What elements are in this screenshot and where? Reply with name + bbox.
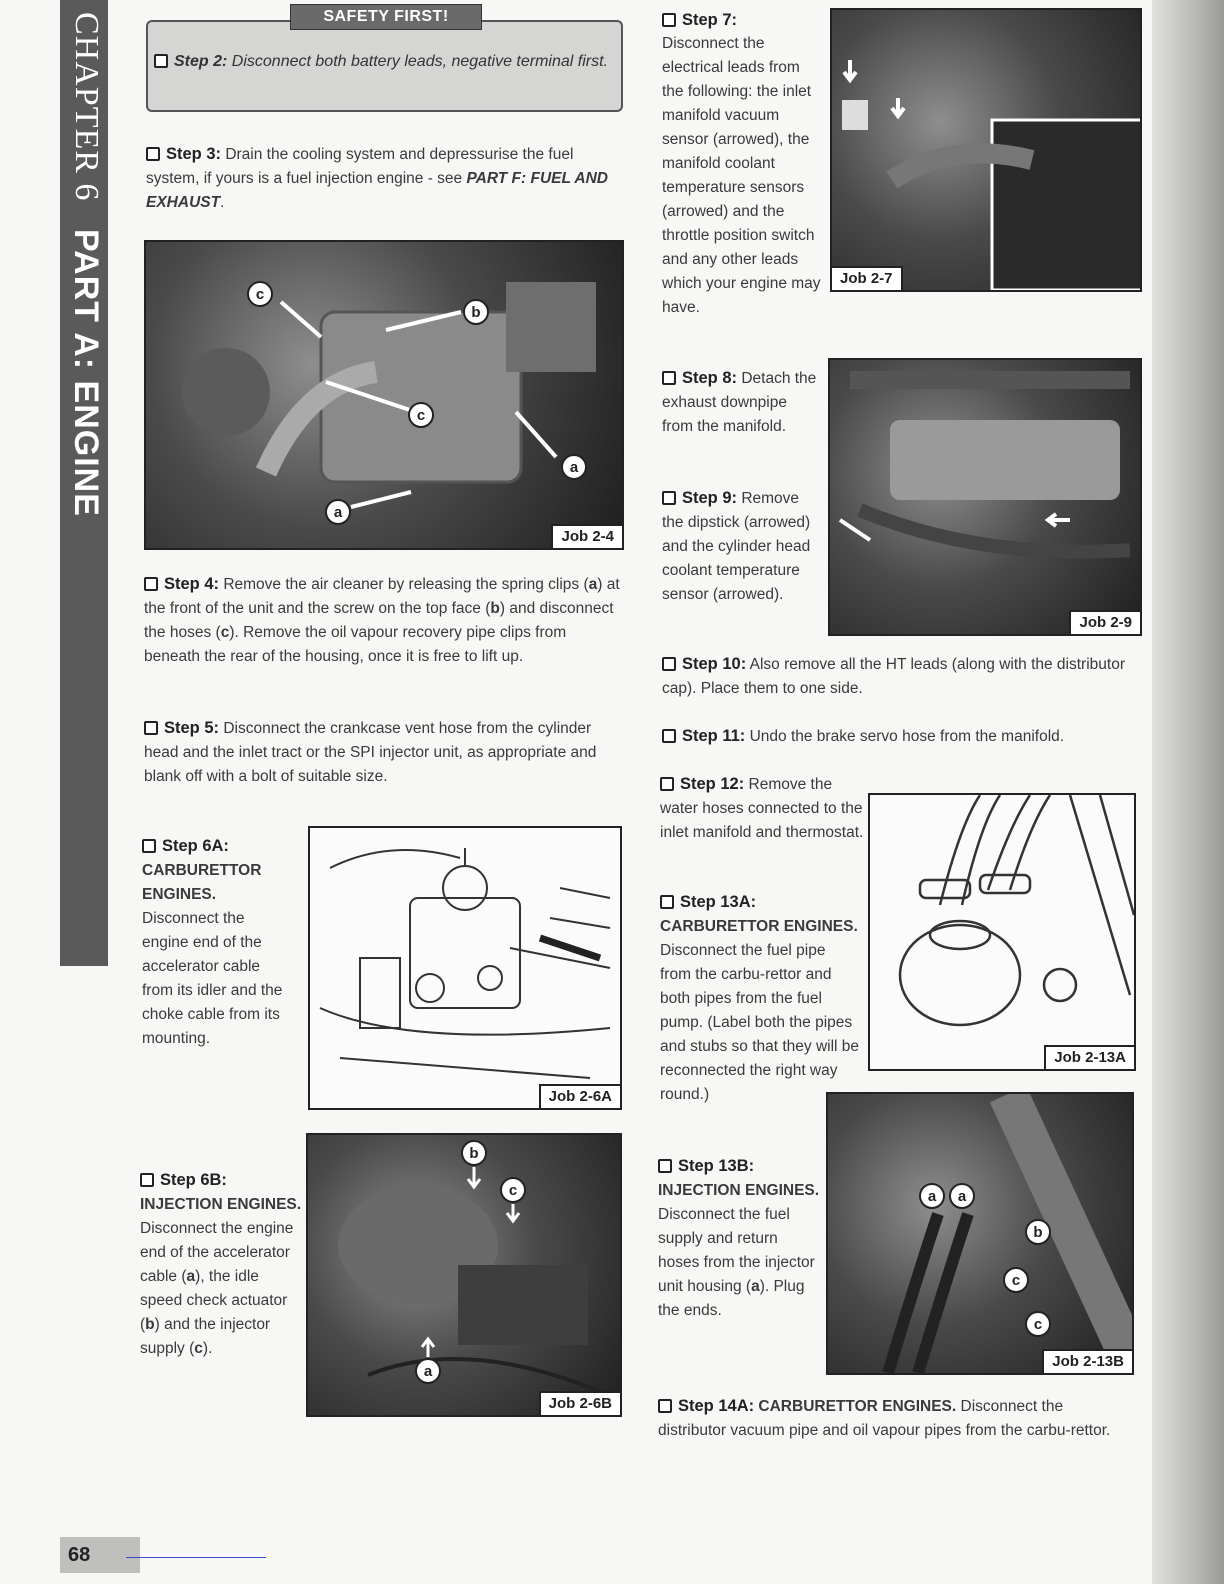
- callout-c: c: [255, 286, 265, 303]
- step-11: [662, 724, 1142, 749]
- step-text: Disconnect the crankcase vent hose from the cylinder head and the inlet tract or the SPI injector unit, as appropriate and blank off with a bolt of suitable size.: [144, 720, 597, 785]
- step-subheading: CARBURETTOR ENGINES.: [142, 862, 262, 903]
- photo-caption: Job 2-6B: [539, 1391, 620, 1415]
- photo-caption: Job 2-6A: [539, 1084, 620, 1108]
- step-text: Disconnect the engine end of the accelerator cable (: [140, 1220, 294, 1285]
- chapter-label: CHAPTER 6: [68, 12, 105, 202]
- photo-caption: Job 2-9: [1069, 610, 1140, 634]
- checkbox-icon: [662, 729, 676, 743]
- part-label: PART A: ENGINE: [67, 229, 105, 518]
- callout-a: a: [569, 459, 579, 476]
- page-footer-rule: [126, 1557, 266, 1558]
- step-text: Remove the dipstick (arrowed) and the cylinder head coolant temperature sensor (arrowed).: [662, 490, 811, 603]
- step-text: ). Remove the oil vapour recovery pipe clips from beneath the rear of the housing, once it is free to lift up.: [144, 624, 567, 665]
- step-text: Disconnect the distributor vacuum pipe and oil vapour pipes from the carbu-rettor.: [658, 1398, 1111, 1439]
- checkbox-icon: [662, 371, 676, 385]
- engine-bay-illustration: [146, 242, 622, 548]
- ref-c: c: [194, 1340, 203, 1357]
- callout-b: b: [471, 304, 481, 321]
- step-label: Step 9:: [682, 489, 738, 507]
- step-4: [144, 572, 622, 669]
- step-label: Step 10:: [682, 655, 747, 673]
- step-text: Also remove all the HT leads (along with the distributor cap). Place them to one side.: [662, 656, 1125, 697]
- step-text: Remove the air cleaner by releasing the spring clips (: [223, 576, 589, 593]
- callout-a: a: [333, 504, 343, 521]
- drawing-job-2-6a: [308, 826, 622, 1110]
- photo-caption: Job 2-13A: [1044, 1045, 1134, 1069]
- callout-a: a: [423, 1363, 433, 1380]
- step-label: Step 8:: [682, 369, 738, 387]
- checkbox-icon: [662, 657, 676, 671]
- step-label: Step 11:: [682, 727, 746, 745]
- step-text: Detach the exhaust downpipe from the manifold.: [662, 370, 817, 435]
- callout-c: c: [508, 1182, 518, 1199]
- photo-caption: Job 2-7: [832, 266, 903, 290]
- manifold-illustration: [832, 10, 1140, 290]
- callout-c: c: [416, 407, 426, 424]
- callout-c: c: [1033, 1316, 1043, 1333]
- ref-b: b: [145, 1316, 155, 1333]
- step-text: ) and disconnect the hoses (: [144, 600, 614, 641]
- cross-reference: PART F: FUEL AND EXHAUST: [146, 170, 608, 211]
- step-text: ) and the injector supply (: [140, 1316, 271, 1357]
- page-edge-shadow: [1152, 0, 1224, 1584]
- callout-a: a: [957, 1188, 967, 1205]
- step-text-end: .: [220, 194, 225, 211]
- checkbox-icon: [662, 491, 676, 505]
- step-6a: [142, 834, 292, 1051]
- step-subheading: INJECTION ENGINES.: [658, 1182, 820, 1199]
- step-text: Undo the brake servo hose from the manifold.: [749, 728, 1065, 745]
- carburettor-drawing: [310, 828, 620, 1108]
- step-10: [662, 652, 1132, 701]
- checkbox-icon: [140, 1173, 154, 1187]
- step-6b: [140, 1168, 305, 1361]
- checkbox-icon: [144, 721, 158, 735]
- step-text: Disconnect the electrical leads from the following: the inlet manifold vacuum sensor (arrowed), the manifold coolant temperature sensors (arrowed) and the throttle position switch and any other leads which your engine may have.: [662, 35, 821, 316]
- checkbox-icon: [658, 1159, 672, 1173]
- step-text: ). Plug the ends.: [658, 1278, 805, 1319]
- checkbox-icon: [154, 54, 168, 68]
- step-label: Step 6B:: [160, 1171, 227, 1189]
- step-9: [662, 486, 824, 607]
- photo-job-2-9: [828, 358, 1142, 636]
- ref-c: c: [220, 624, 230, 641]
- step-text: ) at the front of the unit and the screw on the top face (: [144, 576, 620, 617]
- step-label: Step 7:: [682, 11, 738, 29]
- step-label: Step 2:: [174, 53, 228, 70]
- step-12: [660, 772, 865, 845]
- step-label: Step 13B:: [678, 1157, 755, 1175]
- ref-a: a: [588, 576, 598, 593]
- step-13b: [658, 1154, 820, 1323]
- ref-b: b: [490, 600, 500, 617]
- fuel-pump-drawing: [870, 795, 1134, 1069]
- step-subheading: INJECTION ENGINES.: [140, 1196, 302, 1213]
- step-label: Step 12:: [680, 775, 745, 793]
- callout-b: b: [1033, 1224, 1043, 1241]
- step-text: ), the idle speed check actuator (: [140, 1268, 288, 1333]
- checkbox-icon: [142, 839, 156, 853]
- photo-job-2-7: [830, 8, 1142, 292]
- ref-a: a: [186, 1268, 196, 1285]
- chapter-sidebar: [60, 0, 108, 966]
- safety-title: SAFETY FIRST!: [290, 4, 482, 30]
- step-5: [144, 716, 614, 789]
- photo-job-2-13b: [826, 1092, 1134, 1375]
- checkbox-icon: [660, 777, 674, 791]
- checkbox-icon: [662, 13, 676, 27]
- drawing-job-2-13a: [868, 793, 1136, 1071]
- step-label: Step 13A:: [680, 893, 757, 911]
- step-3: [146, 142, 611, 215]
- step-text: Disconnect the fuel pipe from the carbu-rettor and both pipes from the fuel pump. (Label both the pipes and stubs so that they will be reconnected the right way round.): [660, 942, 860, 1103]
- step-subheading: CARBURETTOR ENGINES.: [758, 1398, 957, 1415]
- checkbox-icon: [658, 1399, 672, 1413]
- callout-a: a: [927, 1188, 937, 1205]
- step-text: Disconnect both battery leads, negative terminal first.: [231, 53, 608, 70]
- photo-job-2-6b: [306, 1133, 622, 1417]
- checkbox-icon: [660, 895, 674, 909]
- step-label: Step 14A:: [678, 1397, 755, 1415]
- step-label: Step 5:: [164, 719, 220, 737]
- step-text: ).: [202, 1340, 213, 1357]
- safety-step-2: [154, 50, 614, 74]
- checkbox-icon: [144, 577, 158, 591]
- step-label: Step 4:: [164, 575, 220, 593]
- step-text: Remove the water hoses connected to the inlet manifold and thermostat.: [660, 776, 864, 841]
- callout-b: b: [469, 1145, 479, 1162]
- step-label: Step 6A:: [162, 837, 229, 855]
- sidebar-title: [66, 12, 105, 517]
- callout-c: c: [1011, 1272, 1021, 1289]
- photo-caption: Job 2-4: [551, 524, 622, 548]
- step-text: Disconnect the engine end of the accelerator cable from its idler and the choke cable from its mounting.: [142, 910, 283, 1047]
- step-text: Disconnect the fuel supply and return hoses from the injector unit housing (: [658, 1206, 815, 1295]
- injection-engine-illustration: [308, 1135, 620, 1415]
- ref-a: a: [751, 1278, 760, 1295]
- step-text: Drain the cooling system and depressurise the fuel system, if yours is a fuel injection engine - see: [146, 146, 574, 187]
- photo-job-2-4: [144, 240, 624, 550]
- step-subheading: CARBURETTOR ENGINES.: [660, 918, 858, 935]
- step-7-column: [662, 8, 822, 33]
- cylinder-head-illustration: [830, 360, 1140, 634]
- injector-housing-illustration: [828, 1094, 1132, 1373]
- step-13a: [660, 890, 860, 1107]
- step-label: Step 3:: [166, 145, 222, 163]
- step-14a: [658, 1394, 1118, 1443]
- photo-caption: Job 2-13B: [1042, 1349, 1132, 1373]
- page-number: 68: [60, 1537, 140, 1573]
- checkbox-icon: [146, 147, 160, 161]
- step-8: [662, 366, 822, 439]
